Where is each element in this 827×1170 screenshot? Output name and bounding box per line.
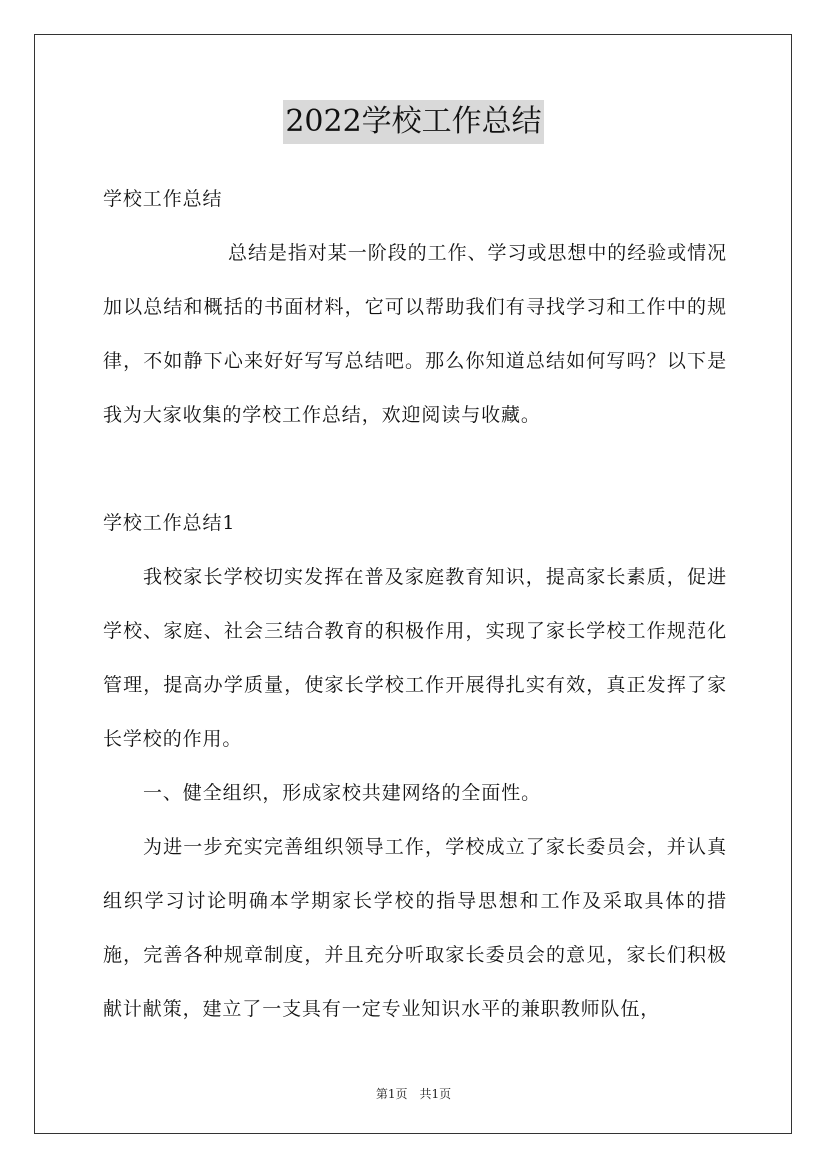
subtitle: 学校工作总结 <box>103 188 223 210</box>
spacer <box>103 442 727 496</box>
intro-paragraph: 总结是指对某一阶段的工作、学习或思想中的经验或情况加以总结和概括的书面材料，它可以帮助我们有寻找学习和工作中的规律，不如静下心来好好写写总结吧。那么你知道总结如何写吗？以下是我为大家收集的学校工作总结，欢迎阅读与收藏。 <box>103 242 727 426</box>
document-title: 2022学校工作总结 <box>283 100 543 144</box>
document-body <box>103 172 727 1036</box>
page-footer: 第1页 共1页 <box>375 1087 452 1101</box>
body-paragraph-1: 我校家长学校切实发挥在普及家庭教育知识，提高家长素质，促进学校、家庭、社会三结合教育的积极作用，实现了家长学校工作规范化管理，提高办学质量，使家长学校工作开展得扎实有效，真正发挥了家长学校的作用。 <box>103 566 727 750</box>
document-title-wrap <box>0 100 827 144</box>
point-heading-1: 一、健全组织，形成家校共建网络的全面性。 <box>143 782 542 804</box>
body-paragraph-2: 为进一步充实完善组织领导工作，学校成立了家长委员会，并认真组织学习讨论明确本学期家长学校的指导思想和工作及采取具体的措施，完善各种规章制度，并且充分听取家长委员会的意见，家长们积极献计献策，建立了一支具有一定专业知识水平的兼职教师队伍， <box>103 836 727 1020</box>
section-heading: 学校工作总结1 <box>103 512 236 534</box>
